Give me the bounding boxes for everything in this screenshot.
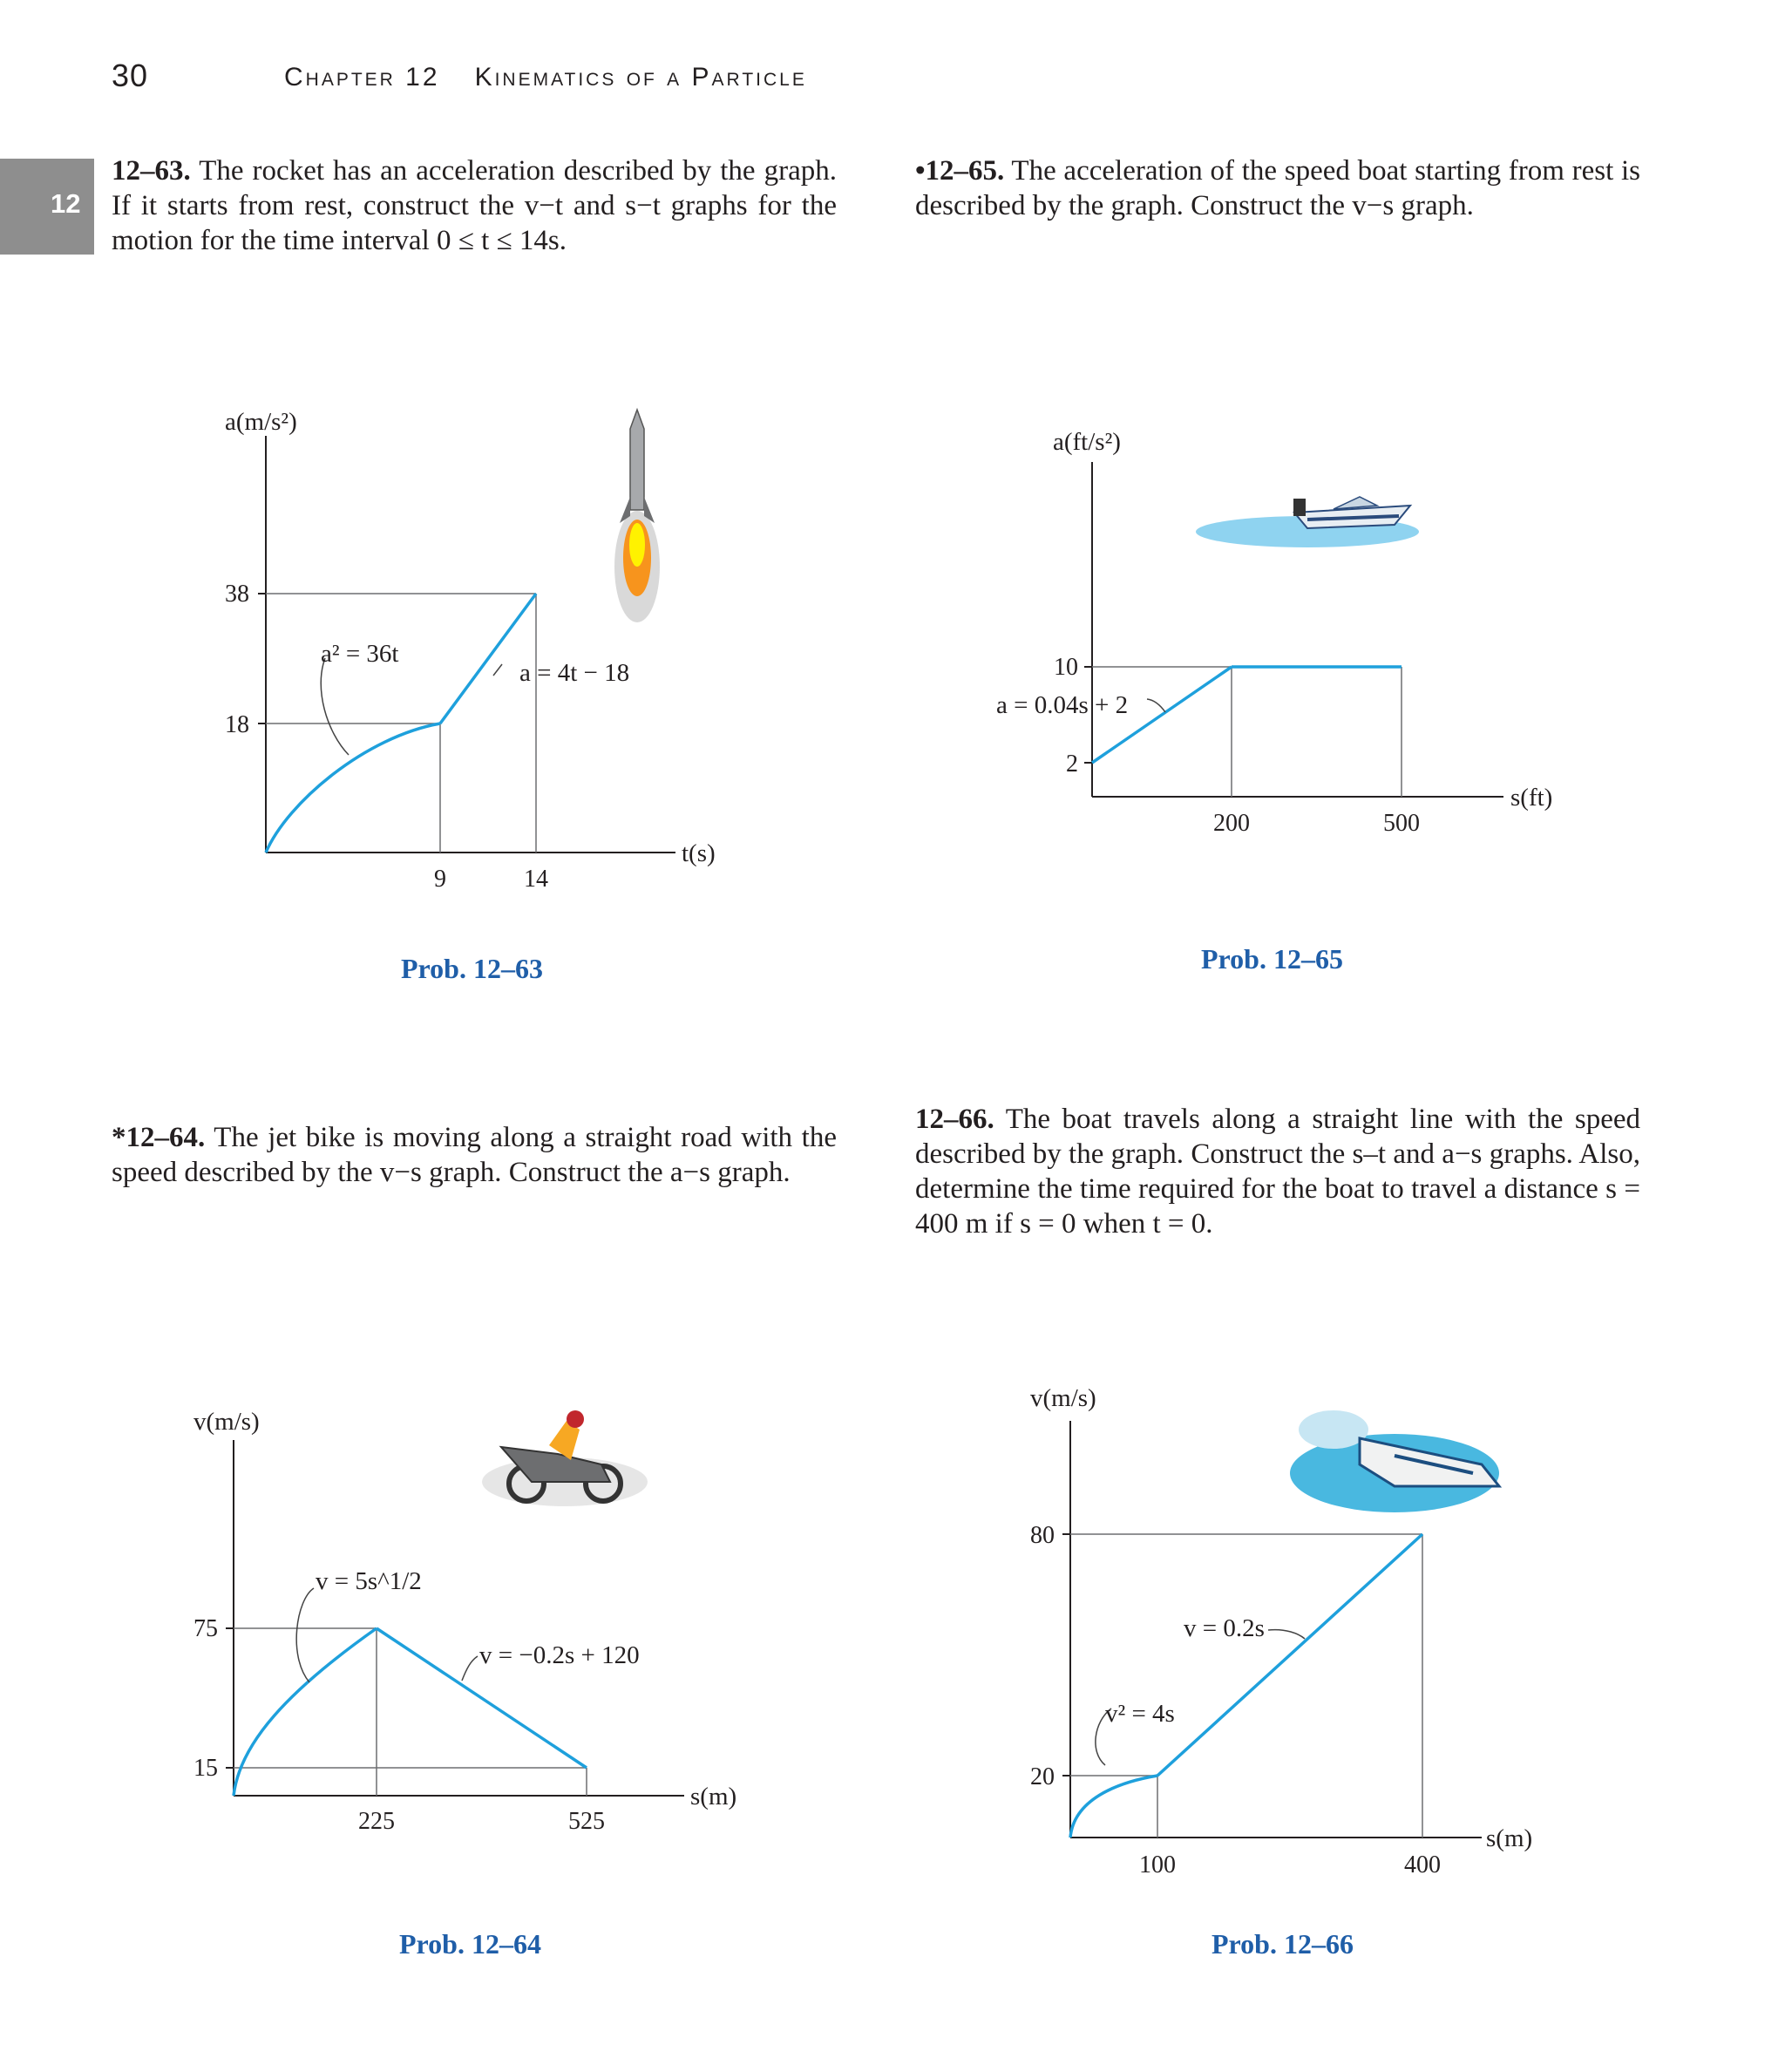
annotation: v = −0.2s + 120 xyxy=(479,1641,640,1669)
problem-number: 12–63. xyxy=(112,155,191,187)
leader-line xyxy=(1268,1630,1305,1639)
chapter-label: Chapter 12 xyxy=(284,63,440,92)
problem-number: 12–66. xyxy=(915,1104,994,1135)
jetboat-illustration xyxy=(1290,1410,1499,1512)
x-tick-label: 225 xyxy=(358,1808,395,1835)
speedboat-illustration xyxy=(1196,497,1419,547)
leader-line xyxy=(493,664,502,676)
problem-text: The boat travels along a straight line with the speed described by the graph. Construct the s–t and a−s graphs. Also, determine the time required for the boat to travel a distance s = 400 m if s = 0 when t = 0. xyxy=(915,1104,1641,1240)
problem-number: *12–64. xyxy=(112,1122,206,1153)
x-tick-label: 14 xyxy=(524,866,548,893)
x-tick-label: 9 xyxy=(434,866,446,893)
x-tick-label: 400 xyxy=(1404,1851,1441,1878)
y-tick-label: 38 xyxy=(225,581,249,608)
chart-12-65 xyxy=(996,428,1552,837)
problem-text: The acceleration of the speed boat starting from rest is described by the graph. Construct the v−s graph. xyxy=(915,155,1640,221)
x-tick-label: 100 xyxy=(1139,1851,1176,1878)
y-axis-label: v(m/s) xyxy=(193,1408,260,1436)
y-tick-label: 10 xyxy=(1054,654,1078,681)
leader-line xyxy=(1147,699,1165,712)
curve-a2-36t xyxy=(266,724,440,853)
curve-v-5s-half xyxy=(234,1628,377,1796)
x-axis-label: s(m) xyxy=(1486,1824,1533,1852)
annotation: a = 4t − 18 xyxy=(519,659,630,687)
y-tick-label: 15 xyxy=(193,1755,218,1782)
annotation: a = 0.04s + 2 xyxy=(996,691,1129,719)
caption-12-66: Prob. 12–66 xyxy=(1211,1928,1354,1960)
x-axis-label: s(ft) xyxy=(1510,784,1553,812)
chapter-tab-label: 12 xyxy=(51,188,81,219)
jetbike-illustration xyxy=(482,1410,648,1506)
problem-number: •12–65. xyxy=(915,155,1005,187)
problem-text: The rocket has an acceleration described by the graph. If it starts from rest, construct the v−t and s−t graphs for the motion for the time interval 0 ≤ t ≤ 14s. xyxy=(112,155,837,256)
x-tick-label: 500 xyxy=(1383,810,1420,837)
y-tick-label: 2 xyxy=(1066,751,1078,778)
page-number: 30 xyxy=(112,58,149,93)
problem-text: The jet bike is moving along a straight road with the speed described by the v−s graph. Construct the a−s graph. xyxy=(112,1122,837,1188)
x-axis-label: t(s) xyxy=(682,839,716,867)
y-axis-label: v(m/s) xyxy=(1030,1384,1096,1412)
caption-12-63: Prob. 12–63 xyxy=(401,953,543,984)
y-axis-label: a(m/s²) xyxy=(225,408,297,436)
caption-12-65: Prob. 12–65 xyxy=(1201,943,1343,975)
y-tick-label: 75 xyxy=(193,1615,218,1642)
x-tick-label: 525 xyxy=(568,1808,605,1835)
leader-line xyxy=(321,658,349,755)
annotation: v = 5s^1/2 xyxy=(316,1567,422,1595)
annotation: a² = 36t xyxy=(321,640,399,668)
chart-12-64 xyxy=(193,1408,736,1835)
leader-line xyxy=(296,1588,314,1682)
y-tick-label: 18 xyxy=(225,711,249,738)
line-v-0.2s xyxy=(1157,1534,1422,1776)
annotation: v = 0.2s xyxy=(1184,1614,1265,1642)
curve-v2-4s xyxy=(1070,1776,1157,1838)
y-tick-label: 80 xyxy=(1030,1522,1055,1549)
x-axis-label: s(m) xyxy=(690,1783,737,1810)
rocket-illustration xyxy=(614,410,660,622)
y-tick-label: 20 xyxy=(1030,1763,1055,1790)
annotation: v² = 4s xyxy=(1105,1700,1175,1728)
chapter-title: Kinematics of a Particle xyxy=(474,63,807,92)
y-axis-label: a(ft/s²) xyxy=(1053,428,1121,456)
caption-12-64: Prob. 12–64 xyxy=(399,1928,541,1960)
x-tick-label: 200 xyxy=(1213,810,1250,837)
leader-line xyxy=(462,1656,478,1681)
